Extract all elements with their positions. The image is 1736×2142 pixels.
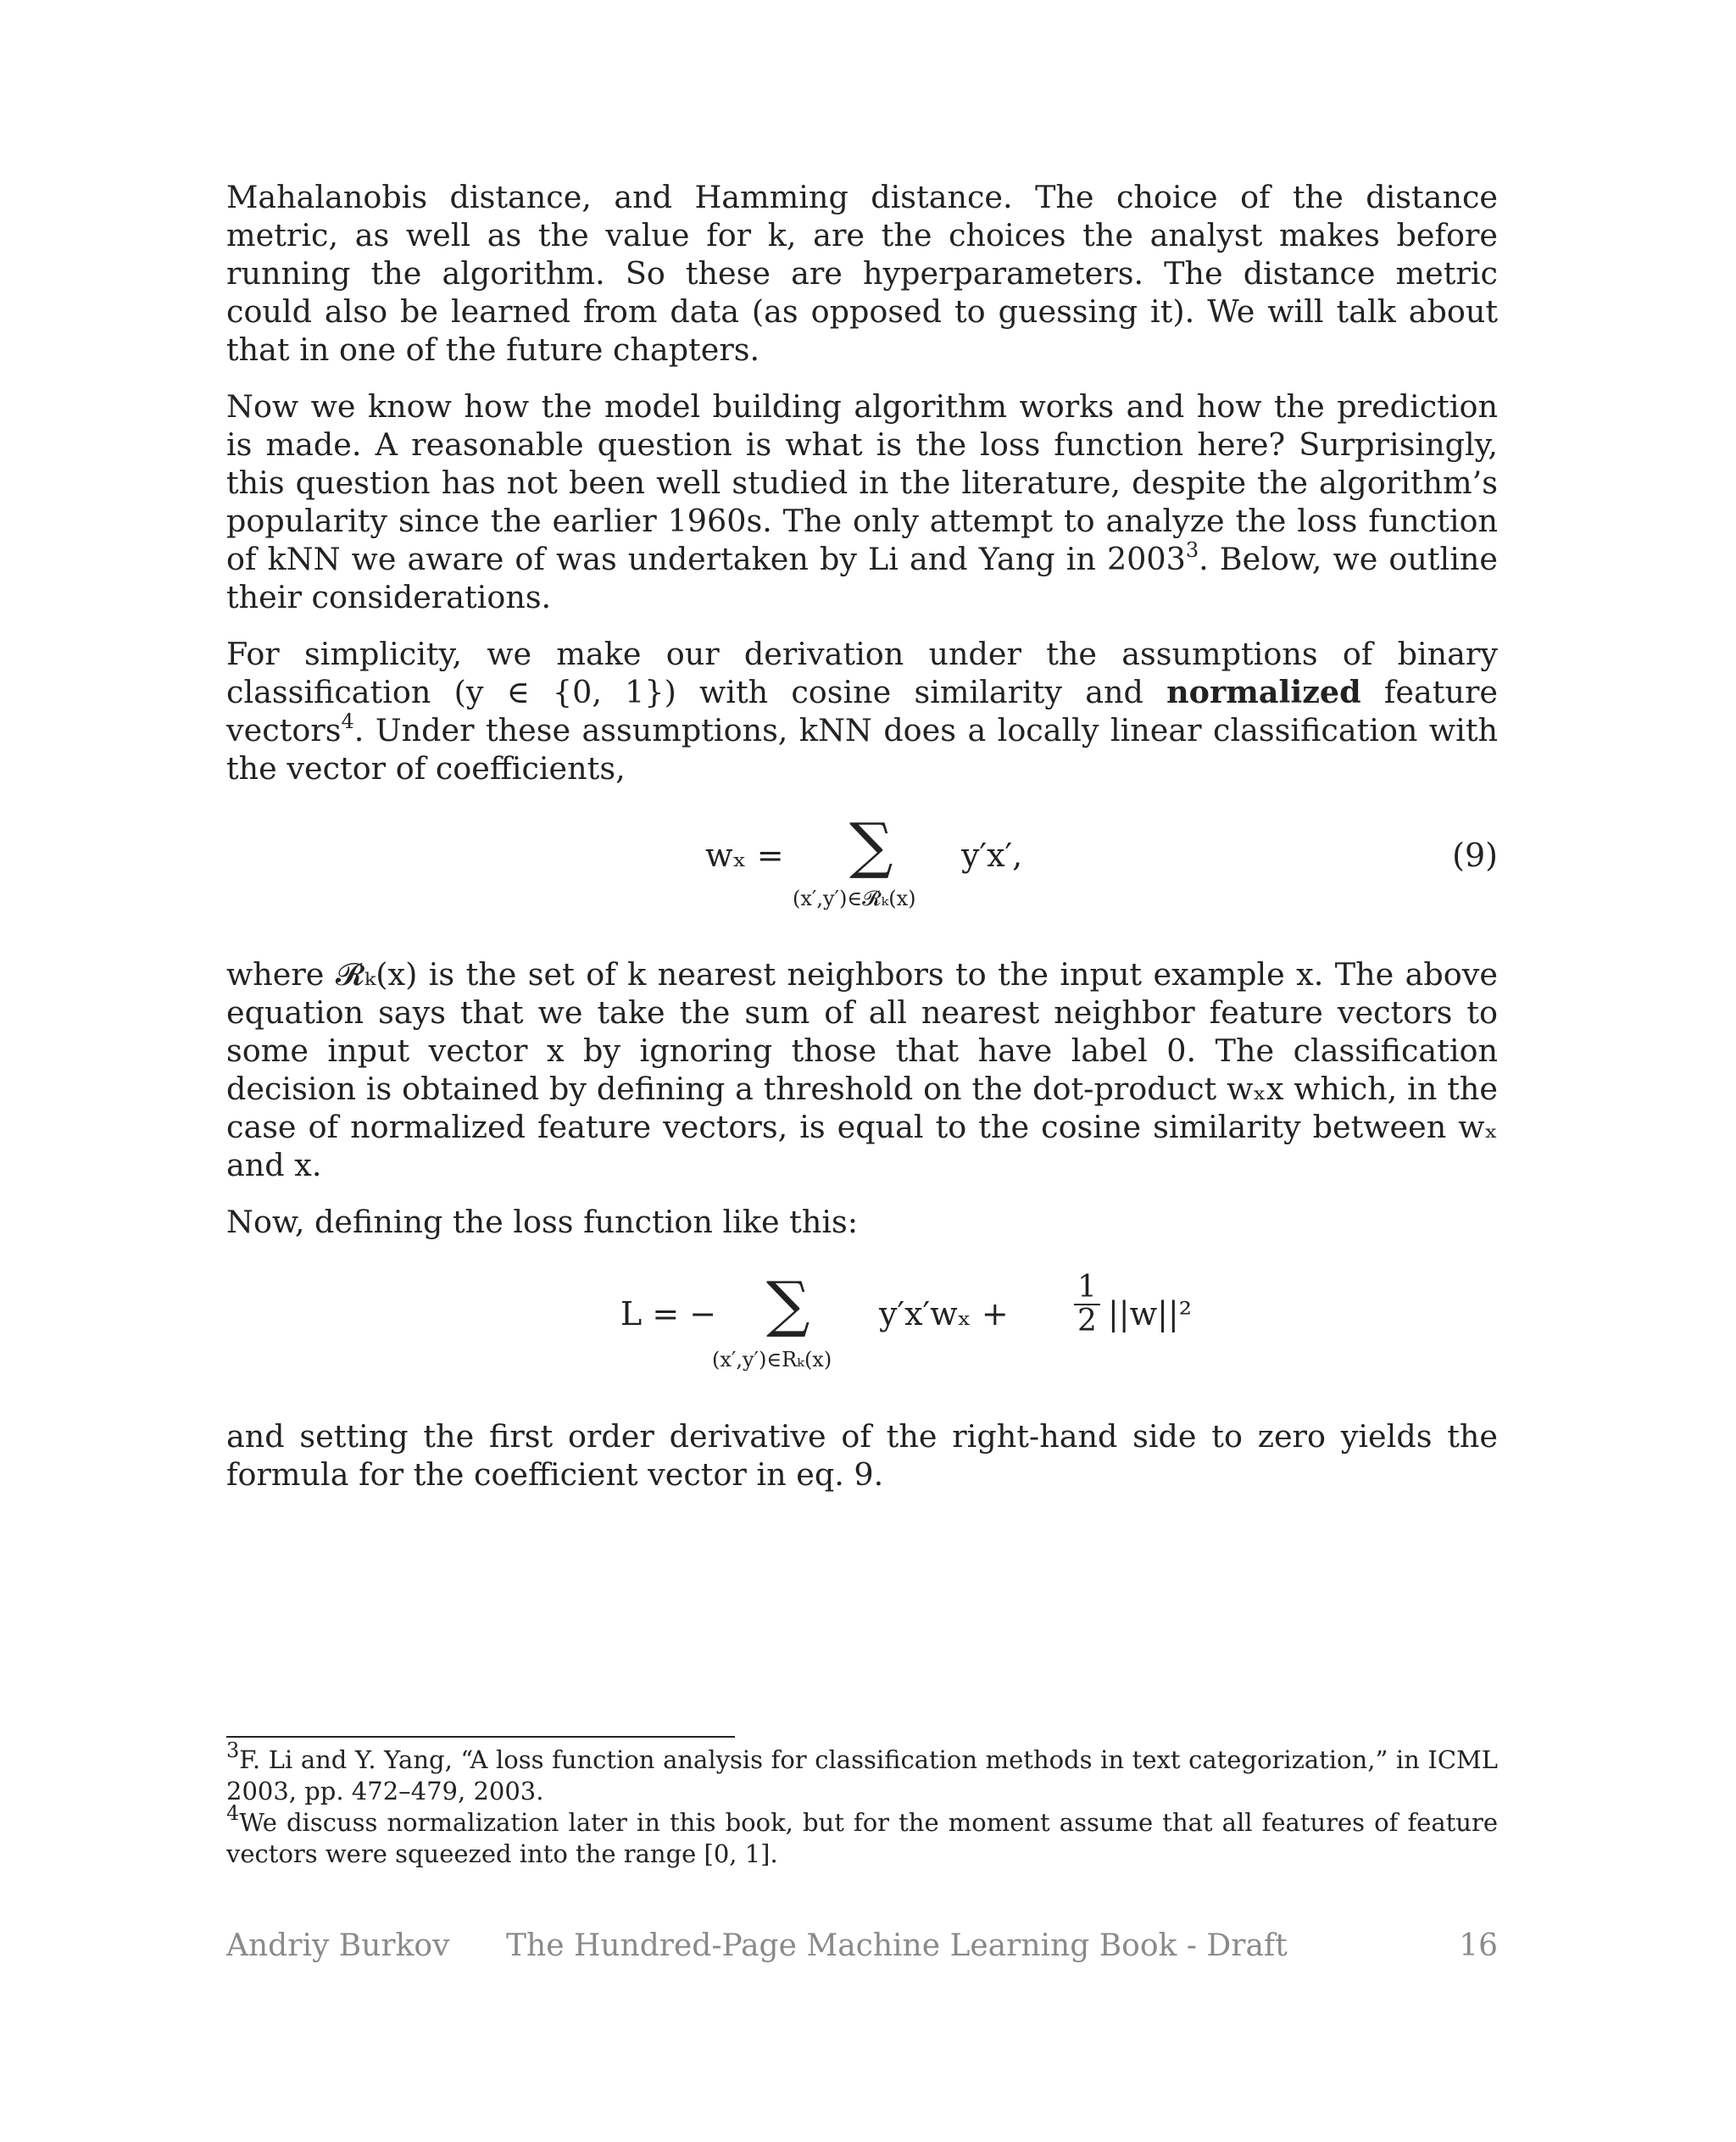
paragraph-text: . Below, we outline their considerations. bbox=[226, 541, 1498, 615]
paragraph-loss-question bbox=[226, 387, 1498, 616]
footnote-mark: 4 bbox=[226, 1801, 240, 1826]
fraction bbox=[1074, 1271, 1100, 1338]
paragraph-text: Now we know how the model building algorithm works and how the prediction is made. A reasonable question is what is the loss function here? Surprisingly, this question has not been well studied in the literature, despite the algorithm’s popularity since the earlier 1960s. The only attempt to analyze the loss function of kNN we aware of was undertaken by Li and Yang in 2003 bbox=[226, 388, 1498, 577]
equation-rhs: y′x′, bbox=[961, 837, 1023, 874]
page-body bbox=[226, 178, 1498, 1512]
footnotes bbox=[226, 1739, 1498, 1870]
footnote-divider bbox=[226, 1736, 735, 1738]
footnote-ref-3[interactable]: 3 bbox=[1185, 537, 1199, 562]
footer-book-title: The Hundred-Page Machine Learning Book - Draft bbox=[506, 1928, 1288, 1963]
equation-loss bbox=[226, 1260, 1498, 1395]
bold-term: normalized bbox=[1166, 674, 1361, 710]
fraction-numerator: 1 bbox=[1074, 1271, 1100, 1305]
footnote-text: We discuss normalization later in this book, but for the moment assume that all features of feature vectors were squeezed into the range [0, 1]. bbox=[226, 1808, 1498, 1868]
page-number: 16 bbox=[1459, 1928, 1498, 1963]
paragraph-assumptions bbox=[226, 635, 1498, 787]
footnote-text: F. Li and Y. Yang, “A loss function analysis for classification methods in text categorization,” in ICML 2003, pp. 472–479, 2003. bbox=[226, 1745, 1498, 1805]
fraction-denominator: 2 bbox=[1077, 1304, 1097, 1338]
norm-term: ||w||² bbox=[1108, 1295, 1192, 1332]
footer-author: Andriy Burkov bbox=[226, 1928, 450, 1963]
summation-symbol: ∑ bbox=[849, 810, 893, 881]
equation-rhs: y′x′wₓ + bbox=[879, 1295, 1009, 1332]
summation-subscript: (x′,y′)∈𝓡ₖ(x) bbox=[793, 887, 916, 910]
footnote-mark: 3 bbox=[226, 1739, 240, 1763]
paragraph-text: feature vectors bbox=[226, 674, 1498, 748]
paragraph-text: . Under these assumptions, kNN does a locally linear classification with the vector of coefficients, bbox=[226, 712, 1498, 787]
paragraph-loss-intro: Now, defining the loss function like this: bbox=[226, 1204, 859, 1240]
footnote-ref-4[interactable]: 4 bbox=[341, 709, 354, 733]
footnote-4 bbox=[226, 1801, 1498, 1870]
equation-9 bbox=[226, 806, 1498, 933]
equation-number: (9) bbox=[1452, 837, 1498, 874]
paragraph-distance-metric: Mahalanobis distance, and Hamming distance. The choice of the distance metric, as well as the value for k, are the choices the analyst makes before running the algorithm. So these are hyperparameters. The distance metric could also be learned from data (as opposed to guessing it). We will talk about that in one of the future chapters. bbox=[226, 179, 1498, 368]
equation-lhs: L = − bbox=[620, 1295, 717, 1332]
summation-symbol: ∑ bbox=[766, 1268, 810, 1339]
paragraph-neighbors: where 𝓡ₖ(x) is the set of k nearest neighbors to the input example x. The above equation says that we take the sum of all nearest neighbor feature vectors to some input vector x by ignoring those that have label 0. The classification decision is obtained by defining a threshold on the dot-product wₓx which, in the case of normalized feature vectors, is equal to the cosine similarity between wₓ and x. bbox=[226, 956, 1498, 1183]
footnote-3 bbox=[226, 1739, 1498, 1807]
paragraph-text: For simplicity, we make our derivation under the assumptions of binary classification (y ∈ {0, 1}) with cosine similarity and bbox=[226, 636, 1498, 710]
paragraph-derivative: and setting the first order derivative of the right-hand side to zero yields the formula for the coefficient vector in eq. 9. bbox=[226, 1418, 1498, 1493]
summation-subscript: (x′,y′)∈Rₖ(x) bbox=[712, 1348, 832, 1371]
equation-lhs: wₓ = bbox=[705, 837, 784, 874]
